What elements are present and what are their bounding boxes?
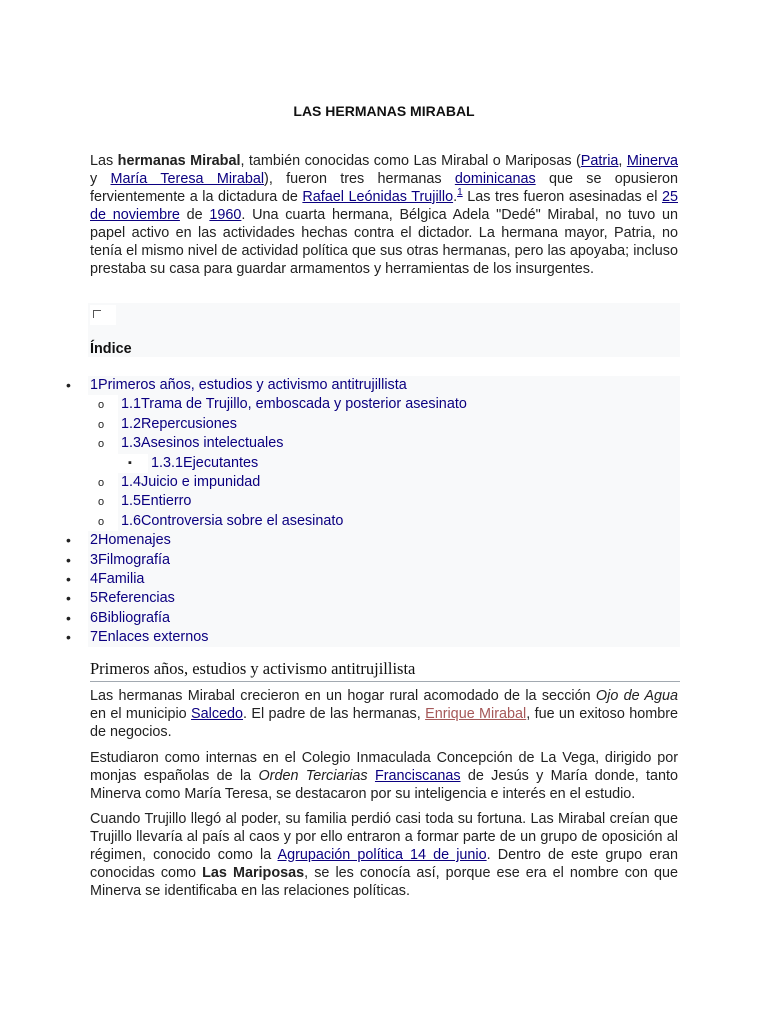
bullet-icon: • (66, 629, 71, 646)
toc-item[interactable]: o 1.1Trama de Trujillo, emboscada y posterior asesinato (0, 395, 768, 414)
toc-list (0, 376, 768, 647)
bullet-icon: • (66, 609, 71, 626)
toc-item[interactable]: • 5Referencias (0, 589, 768, 608)
link-date[interactable]: 25 de noviembre (90, 189, 678, 223)
link-dominicanas[interactable]: dominicanas (454, 171, 536, 187)
page-title: LAS HERMANAS MIRABAL (293, 103, 475, 119)
link-maria-teresa[interactable]: María Teresa Mirabal (110, 171, 265, 187)
bullet-icon: ▪ (128, 456, 132, 469)
bullet-icon: o (98, 418, 105, 431)
link-patria[interactable]: Patria (580, 153, 619, 169)
bullet-icon: o (98, 399, 105, 412)
toc-item[interactable]: o 1.4Juicio e impunidad (0, 473, 768, 492)
toc-item[interactable]: ▪ 1.3.1Ejecutantes (0, 454, 768, 473)
bullet-icon: • (66, 532, 71, 549)
toc-item[interactable]: o 1.5Entierro (0, 492, 768, 511)
toc-header-box (88, 303, 680, 357)
toc-item[interactable]: • 4Familia (0, 570, 768, 589)
link-franciscanas[interactable]: Franciscanas (374, 768, 461, 784)
toc-item[interactable]: • 2Homenajes (0, 531, 768, 550)
bullet-icon: o (98, 476, 105, 489)
reference-link[interactable]: 1 (457, 187, 463, 199)
link-trujillo[interactable]: Rafael Leónidas Trujillo (302, 189, 454, 205)
link-agrupacion[interactable]: Agrupación política 14 de junio (277, 847, 487, 863)
section-heading: Primeros años, estudios y activismo antitrujillista (90, 660, 680, 682)
checkbox-icon (93, 310, 101, 318)
bullet-icon: o (98, 438, 105, 451)
bullet-icon: o (98, 496, 105, 509)
toc-item[interactable]: • 1Primeros años, estudios y activismo antitrujillista (0, 376, 768, 395)
link-year[interactable]: 1960 (209, 207, 242, 223)
toc-item[interactable]: o 1.6Controversia sobre el asesinato (0, 512, 768, 531)
section-paragraph: Estudiaron como internas en el Colegio Inmaculada Concepción de La Vega, dirigido por monjas españolas de la Orden Terciarias Franciscanas de Jesús y María donde, tanto Minerva como María Teresa, se destacaron por su inteligencia e interés en el estudio. (90, 750, 679, 802)
bullet-icon: • (66, 570, 71, 587)
section-paragraph: Las hermanas Mirabal crecieron en un hogar rural acomodado de la sección Ojo de Agua en el municipio Salcedo. El padre de las hermanas, Enrique Mirabal, fue un exitoso hombre de negocios. (90, 688, 678, 740)
toc-item[interactable]: • 7Enlaces externos (0, 628, 768, 647)
toc-item[interactable]: • 3Filmografía (0, 551, 768, 570)
toc-item[interactable]: • 6Bibliografía (0, 609, 768, 628)
bullet-icon: • (66, 551, 71, 568)
link-enrique-mirabal[interactable]: Enrique Mirabal (425, 706, 527, 722)
link-salcedo[interactable]: Salcedo (191, 706, 244, 722)
bullet-icon: • (66, 590, 71, 607)
toc-item[interactable]: o 1.2Repercusiones (0, 415, 768, 434)
toc-item[interactable]: o 1.3Asesinos intelectuales (0, 434, 768, 453)
intro-paragraph: Las hermanas Mirabal, también conocidas como Las Mirabal o Mariposas (Patria, Minerva y María Teresa Mirabal), fueron tres hermanas dominicanas que se opusieron fervientemente a la dictadura de Rafael Leónidas Trujillo.$^1$ Las tres fueron asesinadas el 25 de noviembre de 1960. Una cuarta hermana, Bélgica Adela "Dedé" Mirabal, no tuvo un papel activo en las actividades hechas contra el dictador. La hermana mayor, Patria, no tenía el mismo nivel de actividad política que sus otras hermanas, pero las apoyaba; incluso prestaba su casa para guardar armamentos y herramientas de los insurgentes. (90, 153, 679, 277)
bullet-icon: o (98, 515, 105, 528)
toc-toggle-checkbox[interactable] (90, 305, 116, 325)
bold-term: hermanas Mirabal (117, 153, 241, 169)
link-minerva[interactable]: Minerva (626, 153, 679, 169)
bullet-icon: • (66, 377, 71, 393)
section-paragraph: Cuando Trujillo llegó al poder, su familia perdió casi toda su fortuna. Las Mirabal creían que Trujillo llevaría al país al caos y por ello entraron a formar parte de un grupo de oposición al régimen, conocido como la Agrupación política 14 de junio. Dentro de este grupo eran conocidas como Las Mariposas, se les conocía así, porque ese era el nombre con que Minerva se identificaba en las relaciones políticas. (90, 811, 679, 899)
toc-title: Índice (90, 341, 132, 357)
